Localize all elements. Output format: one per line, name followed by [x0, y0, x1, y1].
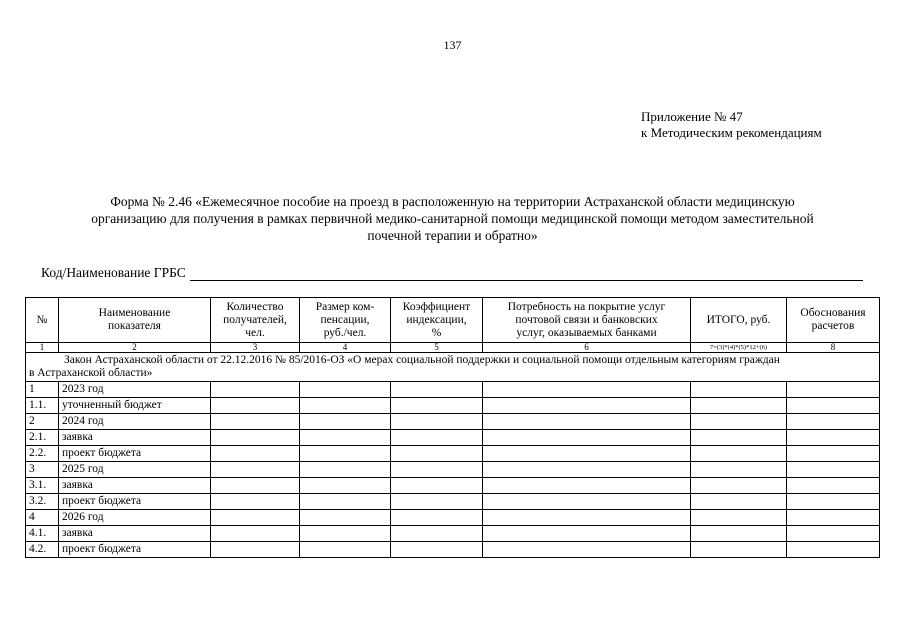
value-cell[interactable] [391, 494, 483, 510]
value-cell[interactable] [691, 526, 787, 542]
row-number: 2.2. [26, 446, 59, 462]
value-cell[interactable] [391, 398, 483, 414]
column-header-7 [691, 298, 787, 343]
appendix-note [641, 109, 822, 141]
table-row [26, 398, 880, 414]
table-row [26, 510, 880, 526]
value-cell[interactable] [391, 430, 483, 446]
value-cell[interactable] [483, 510, 691, 526]
column-header-3 [211, 298, 300, 343]
value-cell[interactable] [300, 462, 391, 478]
value-cell[interactable] [483, 382, 691, 398]
grbs-field [41, 265, 863, 281]
grbs-fill-line[interactable] [190, 266, 863, 281]
value-cell[interactable] [691, 446, 787, 462]
value-cell[interactable] [211, 462, 300, 478]
column-number: 4 [300, 343, 391, 353]
row-number: 1.1. [26, 398, 59, 414]
value-cell[interactable] [691, 542, 787, 558]
value-cell[interactable] [787, 478, 880, 494]
column-header-6 [483, 298, 691, 343]
column-header-line: Количество [226, 300, 284, 313]
value-cell[interactable] [211, 398, 300, 414]
law-row [26, 353, 880, 382]
page-number: 137 [443, 38, 462, 52]
column-header-4 [300, 298, 391, 343]
column-number: 1 [26, 343, 59, 353]
column-number-row [26, 343, 880, 353]
column-header-line: Обоснования [800, 307, 866, 319]
table-header-row [26, 298, 880, 343]
column-number: 2 [59, 343, 211, 353]
value-cell[interactable] [300, 430, 391, 446]
row-name: 2025 год [59, 462, 211, 478]
row-name: заявка [59, 526, 211, 542]
row-number: 4.1. [26, 526, 59, 542]
value-cell[interactable] [211, 542, 300, 558]
table-row [26, 382, 880, 398]
row-number: 2 [26, 414, 59, 430]
form-title [40, 193, 865, 244]
form-title-line-2: организацию для получения в рамках первичной медико-санитарной помощи медицинской помощи методом заместительной [91, 211, 814, 226]
value-cell[interactable] [300, 382, 391, 398]
row-name: проект бюджета [59, 446, 211, 462]
value-cell[interactable] [483, 462, 691, 478]
row-name: 2024 год [59, 414, 211, 430]
column-number: 5 [391, 343, 483, 353]
row-number: 4 [26, 510, 59, 526]
column-header-5 [391, 298, 483, 343]
form-title-line-3: почечной терапии и обратно» [367, 228, 538, 243]
table-row [26, 526, 880, 542]
column-header-line: почтовой связи и банковских [515, 313, 658, 326]
value-cell[interactable] [483, 430, 691, 446]
value-cell[interactable] [483, 446, 691, 462]
form-title-line-1: Форма № 2.46 «Ежемесячное пособие на проезд в расположенную на территории Астраханской области медицинскую [110, 194, 795, 209]
row-name: 2026 год [59, 510, 211, 526]
row-name: проект бюджета [59, 494, 211, 510]
value-cell[interactable] [691, 430, 787, 446]
column-header-line: чел. [245, 326, 265, 339]
value-cell[interactable] [787, 526, 880, 542]
table-row [26, 542, 880, 558]
row-name: 2023 год [59, 382, 211, 398]
value-cell[interactable] [691, 414, 787, 430]
column-header-line: ИТОГО, руб. [706, 313, 771, 326]
value-cell[interactable] [391, 478, 483, 494]
value-cell[interactable] [211, 478, 300, 494]
column-header-line: % [431, 326, 442, 339]
grbs-label: Код/Наименование ГРБС [41, 265, 186, 280]
value-cell[interactable] [691, 510, 787, 526]
value-cell[interactable] [691, 382, 787, 398]
law-cell [26, 353, 880, 382]
value-cell[interactable] [391, 526, 483, 542]
value-cell[interactable] [300, 398, 391, 414]
value-cell[interactable] [787, 510, 880, 526]
value-cell[interactable] [211, 494, 300, 510]
law-line-2: в Астраханской области» [29, 367, 153, 379]
value-cell[interactable] [483, 494, 691, 510]
value-cell[interactable] [787, 494, 880, 510]
value-cell[interactable] [211, 510, 300, 526]
column-number: 8 [787, 343, 880, 353]
value-cell[interactable] [391, 462, 483, 478]
value-cell[interactable] [211, 382, 300, 398]
column-header-line: услуг, оказываемых банками [516, 326, 657, 339]
value-cell[interactable] [391, 414, 483, 430]
column-header-line: показателя [108, 320, 161, 332]
column-header-line: руб./чел. [323, 326, 367, 339]
value-cell[interactable] [483, 526, 691, 542]
column-header-line: Коэффициент [402, 300, 471, 313]
row-number: 2.1. [26, 430, 59, 446]
value-cell[interactable] [391, 510, 483, 526]
row-name: уточненный бюджет [59, 398, 211, 414]
table-row [26, 446, 880, 462]
table-row [26, 462, 880, 478]
column-number: 7=(3)*(4)*(5)*12+(6) [691, 343, 787, 353]
row-number: 1 [26, 382, 59, 398]
table-row [26, 430, 880, 446]
column-header-line: № [36, 313, 48, 326]
value-cell[interactable] [787, 398, 880, 414]
value-cell[interactable] [391, 382, 483, 398]
value-cell[interactable] [787, 414, 880, 430]
row-number: 3.2. [26, 494, 59, 510]
value-cell[interactable] [300, 494, 391, 510]
value-cell[interactable] [691, 478, 787, 494]
column-number: 6 [483, 343, 691, 353]
column-header-line: Размер ком- [315, 300, 375, 313]
appendix-line-1: Приложение № 47 [641, 109, 743, 124]
column-header-line: Потребность на покрытие услуг [507, 300, 666, 313]
value-cell[interactable] [787, 382, 880, 398]
row-name: проект бюджета [59, 542, 211, 558]
value-cell[interactable] [300, 478, 391, 494]
row-name: заявка [59, 430, 211, 446]
value-cell[interactable] [691, 494, 787, 510]
column-header-line: пенсации, [320, 313, 370, 326]
value-cell[interactable] [483, 478, 691, 494]
value-cell[interactable] [300, 526, 391, 542]
budget-table [25, 297, 880, 558]
value-cell[interactable] [300, 510, 391, 526]
value-cell[interactable] [787, 430, 880, 446]
column-header-2 [59, 298, 211, 343]
row-number: 3.1. [26, 478, 59, 494]
column-number: 3 [211, 343, 300, 353]
column-header-line: Наименование [98, 307, 171, 319]
value-cell[interactable] [211, 446, 300, 462]
table-row [26, 414, 880, 430]
value-cell[interactable] [787, 446, 880, 462]
row-number: 3 [26, 462, 59, 478]
value-cell[interactable] [691, 398, 787, 414]
value-cell[interactable] [211, 414, 300, 430]
table-row [26, 478, 880, 494]
value-cell[interactable] [483, 542, 691, 558]
appendix-line-2: к Методическим рекомендациям [641, 125, 822, 140]
value-cell[interactable] [391, 542, 483, 558]
row-number: 4.2. [26, 542, 59, 558]
column-header-line: расчетов [811, 320, 855, 332]
value-cell[interactable] [300, 414, 391, 430]
value-cell[interactable] [391, 446, 483, 462]
value-cell[interactable] [691, 462, 787, 478]
row-name: заявка [59, 478, 211, 494]
value-cell[interactable] [787, 462, 880, 478]
value-cell[interactable] [211, 526, 300, 542]
column-header-1 [26, 298, 59, 343]
table-row [26, 494, 880, 510]
value-cell[interactable] [483, 398, 691, 414]
column-header-line: получателей, [223, 313, 287, 326]
law-line-1: Закон Астраханской области от 22.12.2016 № 85/2016-ОЗ «О мерах социальной поддержки и социальной помощи отдельным категориям граждан [64, 354, 780, 366]
value-cell[interactable] [211, 430, 300, 446]
value-cell[interactable] [300, 446, 391, 462]
value-cell[interactable] [300, 542, 391, 558]
value-cell[interactable] [483, 414, 691, 430]
column-header-8 [787, 298, 880, 343]
column-header-line: индексации, [406, 313, 467, 326]
value-cell[interactable] [787, 542, 880, 558]
